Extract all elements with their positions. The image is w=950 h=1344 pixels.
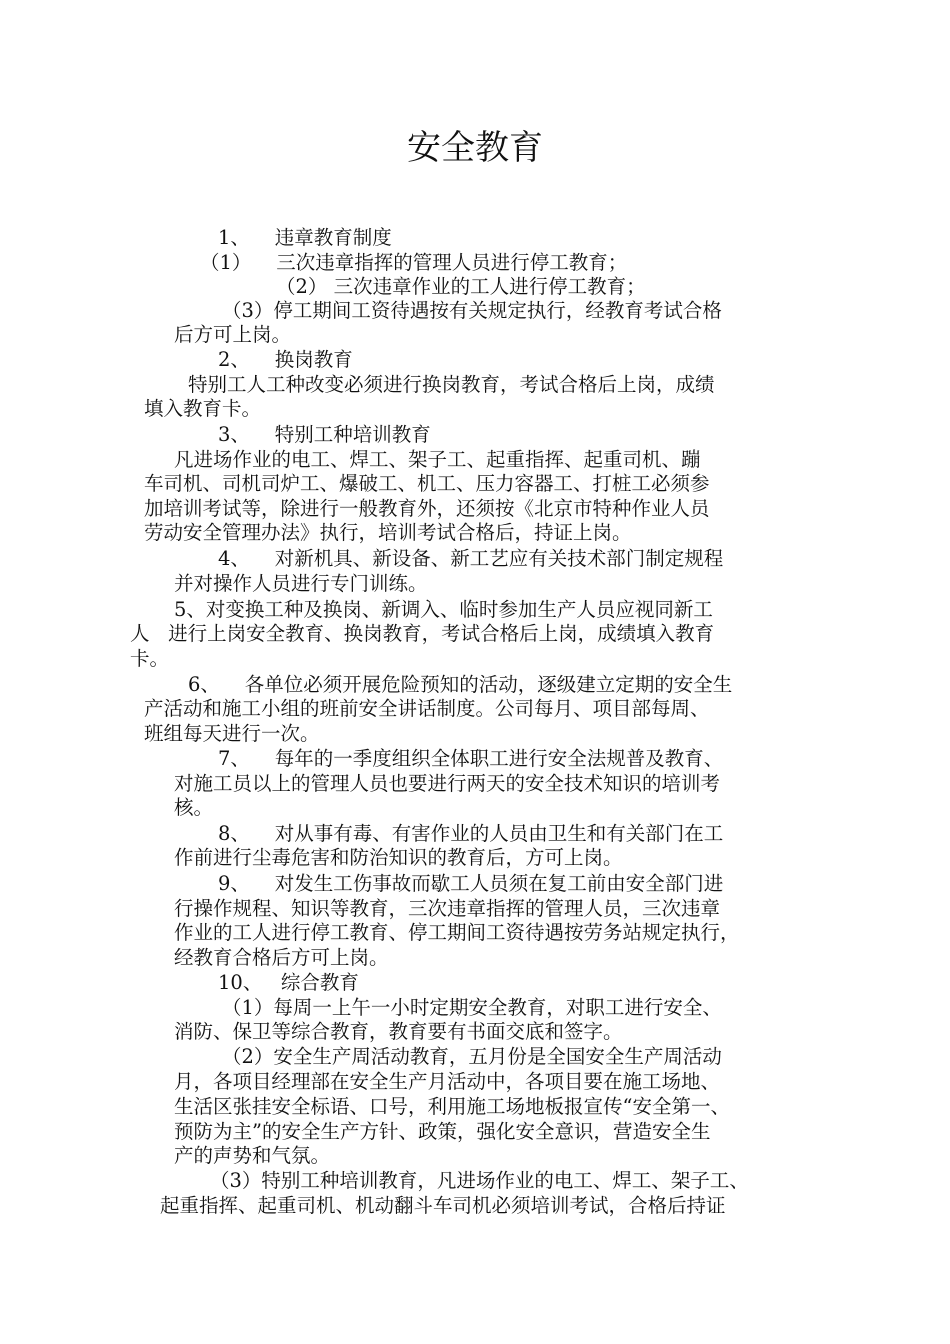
text-line: （1） 三次违章指挥的管理人员进行停工教育； bbox=[200, 251, 628, 274]
text-line: 产活动和施工小组的班前安全讲话制度。公司每月、项目部每周、 bbox=[144, 697, 710, 720]
text-line: 10、 综合教育 bbox=[218, 971, 359, 994]
text-line: 起重指挥、起重司机、机动翻斗车司机必须培训考试，合格后持证 bbox=[160, 1194, 726, 1217]
document-title: 安全教育 bbox=[407, 128, 543, 168]
text-line: （3）停工期间工资待遇按有关规定执行，经教育考试合格 bbox=[222, 299, 722, 322]
text-line: 经教育合格后方可上岗。 bbox=[174, 946, 389, 969]
text-line: 作前进行尘毒危害和防治知识的教育后，方可上岗。 bbox=[174, 846, 623, 869]
text-line: 7、 每年的一季度组织全体职工进行安全法规普及教育、 bbox=[218, 747, 724, 770]
text-line: 预防为主”的安全生产方针、政策，强化安全意识，营造安全生 bbox=[174, 1120, 711, 1143]
text-line: 核。 bbox=[174, 796, 214, 819]
text-line: 2、 换岗教育 bbox=[218, 348, 353, 371]
text-line: 加培训考试等，除进行一般教育外，还须按《北京市特种作业人员 bbox=[144, 497, 710, 520]
text-line: 后方可上岗。 bbox=[174, 323, 292, 346]
text-line: 产的声势和气氛。 bbox=[174, 1144, 331, 1167]
text-line: （2）安全生产周活动教育，五月份是全国安全生产周活动 bbox=[222, 1045, 722, 1068]
text-line: 卡。 bbox=[130, 647, 170, 670]
text-line: 填入教育卡。 bbox=[144, 397, 262, 420]
text-line: （1）每周一上午一小时定期安全教育，对职工进行安全、 bbox=[222, 996, 722, 1019]
text-line: 8、 对从事有毒、有害作业的人员由卫生和有关部门在工 bbox=[218, 822, 724, 845]
text-line: 4、 对新机具、新设备、新工艺应有关技术部门制定规程 bbox=[218, 547, 724, 570]
text-line: 并对操作人员进行专门训练。 bbox=[174, 572, 428, 595]
text-line: 凡进场作业的电工、焊工、架子工、起重指挥、起重司机、蹦 bbox=[174, 448, 701, 471]
text-line: 特别工人工种改变必须进行换岗教育，考试合格后上岗，成绩 bbox=[188, 373, 715, 396]
text-line: 生活区张挂安全标语、口号，利用施工场地板报宣传“安全第一、 bbox=[174, 1095, 730, 1118]
text-line: 车司机、司机司炉工、爆破工、机工、压力容器工、打桩工必须参 bbox=[144, 472, 710, 495]
text-line: 9、 对发生工伤事故而歇工人员须在复工前由安全部门进 bbox=[218, 872, 724, 895]
text-line: （3）特别工种培训教育，凡进场作业的电工、焊工、架子工、 bbox=[210, 1169, 749, 1192]
text-line: 劳动安全管理办法》执行，培训考试合格后，持证上岗。 bbox=[144, 521, 632, 544]
text-line: 人 进行上岗安全教育、换岗教育，考试合格后上岗，成绩填入教育 bbox=[130, 622, 715, 645]
text-line: 消防、保卫等综合教育，教育要有书面交底和签字。 bbox=[174, 1020, 623, 1043]
text-line: 6、 各单位必须开展危险预知的活动，逐级建立定期的安全生 bbox=[188, 673, 733, 696]
text-line: 1、 违章教育制度 bbox=[218, 226, 392, 249]
text-line: 班组每天进行一次。 bbox=[144, 722, 320, 745]
text-line: 对施工员以上的管理人员也要进行两天的安全技术知识的培训考 bbox=[174, 772, 721, 795]
text-line: 行操作规程、知识等教育，三次违章指挥的管理人员，三次违章 bbox=[174, 897, 721, 920]
text-line: 5、对变换工种及换岗、新调入、临时参加生产人员应视同新工 bbox=[174, 598, 713, 621]
text-line: 月，各项目经理部在安全生产月活动中，各项目要在施工场地、 bbox=[174, 1070, 721, 1093]
text-line: 3、 特别工种培训教育 bbox=[218, 423, 431, 446]
text-line: 作业的工人进行停工教育、停工期间工资待遇按劳务站规定执行， bbox=[174, 921, 740, 944]
text-line: （2） 三次违章作业的工人进行停工教育； bbox=[276, 275, 646, 298]
